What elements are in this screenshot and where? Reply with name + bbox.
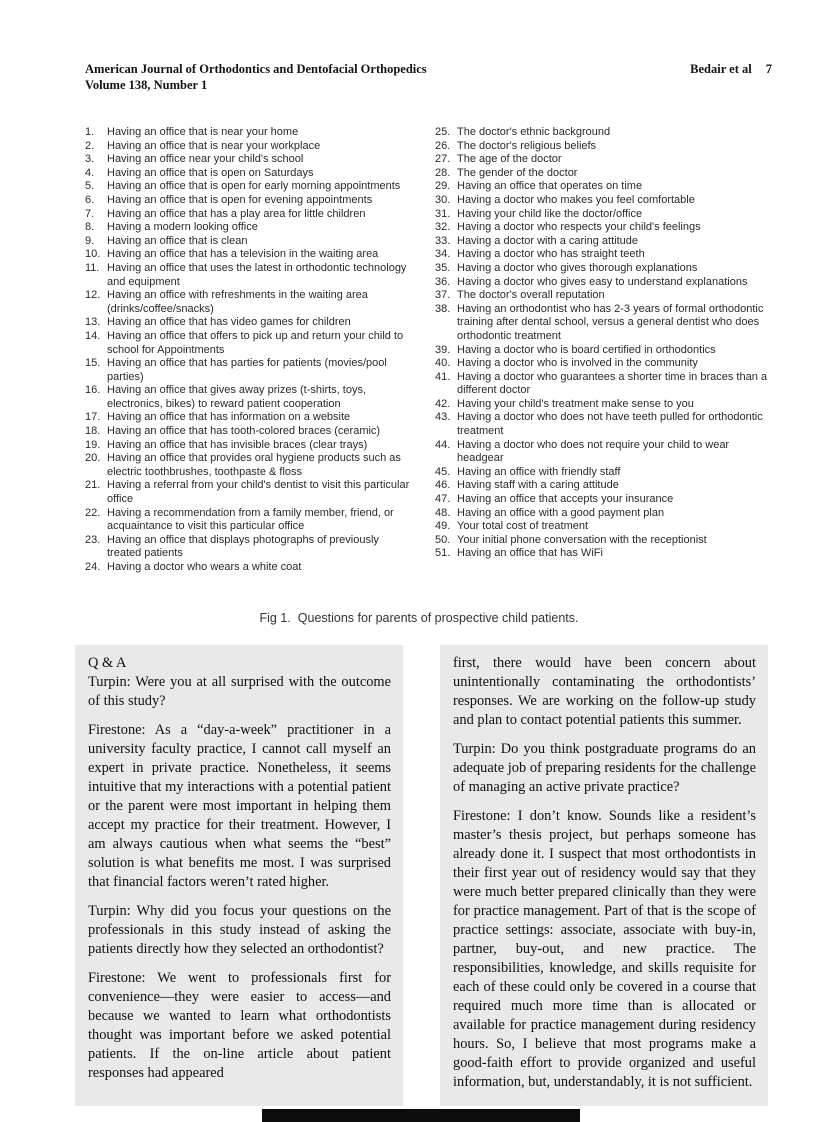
question-item bbox=[85, 411, 411, 425]
question-number: 18. bbox=[85, 425, 101, 438]
question-number: 27. bbox=[435, 153, 451, 166]
question-number: 30. bbox=[435, 193, 451, 206]
question-item bbox=[435, 167, 771, 181]
question-item bbox=[435, 289, 771, 303]
question-text: Having an office that is near your home bbox=[107, 126, 299, 138]
qa-column-left bbox=[75, 645, 403, 1106]
question-text: Having a doctor who gives easy to understand explanations bbox=[457, 275, 748, 288]
question-item bbox=[85, 126, 411, 140]
question-text: Having an office that has video games for children bbox=[107, 316, 351, 329]
question-number: 38. bbox=[435, 302, 451, 315]
page-number: 7 bbox=[765, 62, 772, 76]
question-item bbox=[435, 140, 771, 154]
question-number: 31. bbox=[435, 207, 451, 220]
question-text: Having a doctor with a caring attitude bbox=[457, 234, 638, 247]
question-text: Having a doctor who respects your child's feelings bbox=[457, 221, 701, 234]
question-number: 47. bbox=[435, 493, 451, 506]
qa-paragraph: Turpin: Do you think postgraduate programs do an adequate job of preparing residents for the challenge of managing an active private practice? bbox=[453, 741, 756, 795]
question-item bbox=[85, 180, 411, 194]
qa-section bbox=[75, 645, 768, 1106]
question-text: The doctor's overall reputation bbox=[457, 289, 605, 302]
question-number: 25. bbox=[435, 126, 451, 138]
question-item bbox=[85, 439, 411, 453]
question-number: 42. bbox=[435, 397, 451, 410]
question-text: Having staff with a caring attitude bbox=[457, 479, 619, 492]
question-text: Having an office that is open for early morning appointments bbox=[107, 180, 401, 193]
question-number: 9. bbox=[85, 234, 95, 247]
question-text: The age of the doctor bbox=[457, 153, 562, 166]
question-number: 15. bbox=[85, 357, 101, 370]
question-number: 8. bbox=[85, 221, 95, 234]
question-item bbox=[435, 153, 771, 167]
question-item bbox=[85, 425, 411, 439]
question-number: 36. bbox=[435, 275, 451, 288]
figure-question-list bbox=[85, 126, 771, 575]
question-text: Having an office that has tooth-colored braces (ceramic) bbox=[107, 425, 381, 438]
question-text: Having an office that is open on Saturdays bbox=[107, 166, 314, 179]
question-number: 19. bbox=[85, 438, 101, 451]
question-item bbox=[85, 262, 411, 289]
question-text: The doctor's religious beliefs bbox=[457, 139, 597, 152]
question-item bbox=[85, 316, 411, 330]
question-text: Having an office that is near your workplace bbox=[107, 139, 321, 152]
question-number: 28. bbox=[435, 166, 451, 179]
question-text: Having an office that displays photographs of previously treated patients bbox=[107, 533, 379, 560]
question-text: Having a doctor who does not have teeth pulled for orthodontic treatment bbox=[457, 411, 763, 438]
question-number: 44. bbox=[435, 438, 451, 451]
question-text: Having an office that has a play area for little children bbox=[107, 207, 366, 220]
figure-caption bbox=[0, 611, 838, 625]
question-item bbox=[435, 126, 771, 140]
question-text: Having a doctor who is involved in the community bbox=[457, 357, 698, 370]
question-item bbox=[85, 330, 411, 357]
running-head bbox=[690, 62, 772, 78]
question-number: 48. bbox=[435, 506, 451, 519]
question-text: Having a doctor who does not require your child to wear headgear bbox=[457, 438, 730, 465]
question-text: Having an office with a good payment plan bbox=[457, 506, 665, 519]
question-text: Having an office near your child's school bbox=[107, 153, 304, 166]
question-item bbox=[435, 479, 771, 493]
question-item bbox=[85, 479, 411, 506]
question-item bbox=[85, 384, 411, 411]
question-item bbox=[435, 411, 771, 438]
question-text: Having an office that uses the latest in orthodontic technology and equipment bbox=[107, 261, 407, 288]
question-number: 16. bbox=[85, 384, 101, 397]
question-text: Your initial phone conversation with the receptionist bbox=[457, 533, 707, 546]
question-text: Having an office that has information on a website bbox=[107, 411, 351, 424]
question-text: Having a recommendation from a family member, friend, or acquaintance to visit this particular office bbox=[107, 506, 394, 533]
question-text: Having a doctor who wears a white coat bbox=[107, 561, 302, 573]
question-item bbox=[435, 194, 771, 208]
question-text: The gender of the doctor bbox=[457, 166, 578, 179]
question-text: Having an office with friendly staff bbox=[457, 465, 621, 478]
question-item bbox=[85, 235, 411, 249]
question-number: 6. bbox=[85, 193, 95, 206]
question-number: 22. bbox=[85, 506, 101, 519]
question-text: Having an office that has WiFi bbox=[457, 547, 603, 560]
question-number: 20. bbox=[85, 452, 101, 465]
question-item bbox=[85, 153, 411, 167]
question-item bbox=[435, 248, 771, 262]
question-item bbox=[85, 140, 411, 154]
question-number: 21. bbox=[85, 479, 101, 492]
question-item bbox=[85, 194, 411, 208]
question-number: 43. bbox=[435, 411, 451, 424]
question-number: 24. bbox=[85, 561, 101, 573]
question-number: 17. bbox=[85, 411, 101, 424]
question-item bbox=[435, 180, 771, 194]
scan-artifact-bar bbox=[262, 1109, 580, 1122]
question-number: 29. bbox=[435, 180, 451, 193]
question-item bbox=[435, 235, 771, 249]
qa-heading: Q & A bbox=[88, 655, 127, 671]
question-text: Having your child's treatment make sense to you bbox=[457, 397, 694, 410]
question-number: 7. bbox=[85, 207, 95, 220]
qa-column-right bbox=[440, 645, 768, 1106]
question-number: 40. bbox=[435, 357, 451, 370]
question-number: 46. bbox=[435, 479, 451, 492]
question-item bbox=[435, 221, 771, 235]
qa-paragraph: first, there would have been concern about unintentionally contaminating the orthodontists’ responses. We are working on the follow-up study and plan to contact potential patients this summer. bbox=[453, 655, 756, 728]
qa-paragraph: Firestone: As a “day-a-week” practitioner in a university faculty practice, I cannot call myself an expert in private practice. Nonetheless, it seems intuitive that my interactions with a potential patient or the parent were most important in helping them accept my practice for their treatment. However, I am always cautious when what seems the “best” solution is what benefits me most. I was surprised that financial factors weren’t rated higher. bbox=[88, 722, 391, 890]
question-text: Having an office with refreshments in the waiting area (drinks/coffee/snacks) bbox=[107, 289, 368, 315]
figure-caption-text: Questions for parents of prospective child patients. bbox=[297, 611, 579, 625]
qa-paragraph: Firestone: I don’t know. Sounds like a resident’s master’s thesis project, but perhaps someone has already done it. I suspect that most orthodontists in their first year out of residency would say that they were much better prepared clinically than they were for practice management. Part of that is the scope of practice settings: associate, associate with buy-in, partner, buy-out, and new practice. The responsibilities, knowledge, and skills requisite for each of these could only be covered in a course that required much more time than is allocated or available for practice management during residency hours. So, I believe that most programs make a good-faith effort to provide organized and useful information, but, understandably, it is not sufficient. bbox=[453, 808, 756, 1090]
question-item bbox=[85, 507, 411, 534]
running-author: Bedair et al bbox=[690, 62, 752, 76]
question-text: Having an office that accepts your insurance bbox=[457, 493, 674, 506]
question-text: The doctor's ethnic background bbox=[457, 126, 611, 138]
question-text: Having an office that has parties for patients (movies/pool parties) bbox=[107, 357, 387, 383]
question-item bbox=[435, 493, 771, 507]
question-text: Having a doctor who guarantees a shorter time in braces than a different doctor bbox=[457, 370, 768, 397]
journal-title: American Journal of Orthodontics and Dentofacial Orthopedics bbox=[85, 62, 427, 76]
question-item bbox=[85, 357, 411, 384]
question-text: Having an office that operates on time bbox=[457, 180, 643, 193]
question-text: Having an office that gives away prizes (t-shirts, toys, electronics, bikes) to reward patient cooperation bbox=[107, 384, 367, 410]
question-list-right bbox=[435, 126, 771, 575]
question-item bbox=[435, 534, 771, 548]
question-number: 14. bbox=[85, 329, 101, 342]
question-number: 35. bbox=[435, 261, 451, 274]
question-item bbox=[85, 167, 411, 181]
question-number: 2. bbox=[85, 139, 95, 152]
question-item bbox=[85, 452, 411, 479]
question-item bbox=[435, 466, 771, 480]
question-text: Having an office that is open for evening appointments bbox=[107, 193, 373, 206]
qa-paragraph: Firestone: We went to professionals first for convenience—they were easier to access—and because we wanted to learn what orthodontists thought was important before we asked potential patients. If the on-line article about patient responses had appeared bbox=[88, 970, 391, 1081]
journal-issue: Volume 138, Number 1 bbox=[85, 77, 208, 92]
question-number: 26. bbox=[435, 139, 451, 152]
question-number: 10. bbox=[85, 248, 101, 261]
question-text: Having a doctor who has straight teeth bbox=[457, 248, 645, 261]
question-number: 32. bbox=[435, 221, 451, 234]
question-item bbox=[435, 520, 771, 534]
question-number: 37. bbox=[435, 289, 451, 302]
question-list-left bbox=[85, 126, 411, 575]
question-number: 41. bbox=[435, 370, 451, 383]
question-item bbox=[435, 303, 771, 344]
question-text: Having a doctor who is board certified in orthodontics bbox=[457, 343, 716, 356]
question-item bbox=[85, 289, 411, 316]
question-number: 39. bbox=[435, 343, 451, 356]
journal-identification bbox=[85, 62, 427, 93]
question-item bbox=[435, 371, 771, 398]
question-number: 33. bbox=[435, 234, 451, 247]
question-text: Having an office that has a television in the waiting area bbox=[107, 248, 379, 261]
question-item bbox=[435, 262, 771, 276]
question-number: 23. bbox=[85, 533, 101, 546]
qa-paragraph: Turpin: Why did you focus your questions on the professionals in this study instead of asking the patients directly how they selected an orthodontist? bbox=[88, 903, 391, 957]
question-item bbox=[435, 398, 771, 412]
question-number: 13. bbox=[85, 316, 101, 329]
qa-paragraph: Turpin: Were you at all surprised with the outcome of this study? bbox=[88, 674, 391, 709]
question-number: 51. bbox=[435, 547, 451, 560]
question-number: 1. bbox=[85, 126, 95, 138]
question-text: Having a doctor who gives thorough explanations bbox=[457, 261, 698, 274]
question-number: 45. bbox=[435, 465, 451, 478]
question-item bbox=[435, 357, 771, 371]
page-header bbox=[85, 62, 772, 93]
question-text: Having an orthodontist who has 2-3 years of formal orthodontic training after dental school, versus a general dentist who does orthodontic treatment bbox=[457, 302, 764, 342]
question-item bbox=[85, 534, 411, 561]
question-item bbox=[435, 344, 771, 358]
question-item bbox=[435, 276, 771, 290]
question-item bbox=[435, 547, 771, 561]
question-number: 34. bbox=[435, 248, 451, 261]
question-item bbox=[85, 208, 411, 222]
question-text: Having an office that is clean bbox=[107, 234, 248, 247]
figure-caption-label: Fig 1. bbox=[259, 611, 291, 625]
question-text: Having an office that has invisible braces (clear trays) bbox=[107, 438, 368, 451]
question-text: Having a modern looking office bbox=[107, 221, 258, 234]
question-text: Your total cost of treatment bbox=[457, 520, 589, 533]
question-text: Having an office that offers to pick up and return your child to school for Appointments bbox=[107, 329, 404, 356]
question-text: Having an office that provides oral hygiene products such as electric toothbrushes, toothpaste & floss bbox=[107, 452, 401, 478]
question-number: 50. bbox=[435, 533, 451, 546]
question-item bbox=[435, 208, 771, 222]
question-number: 12. bbox=[85, 289, 101, 302]
question-number: 3. bbox=[85, 153, 95, 166]
question-number: 49. bbox=[435, 520, 451, 533]
question-item bbox=[435, 439, 771, 466]
question-text: Having a referral from your child's dentist to visit this particular office bbox=[107, 479, 410, 506]
question-text: Having your child like the doctor/office bbox=[457, 207, 643, 220]
question-number: 11. bbox=[85, 261, 100, 274]
question-number: 5. bbox=[85, 180, 95, 193]
question-item bbox=[435, 507, 771, 521]
question-item bbox=[85, 221, 411, 235]
question-item bbox=[85, 248, 411, 262]
question-item bbox=[85, 561, 411, 575]
question-number: 4. bbox=[85, 166, 95, 179]
question-text: Having a doctor who makes you feel comfortable bbox=[457, 193, 695, 206]
